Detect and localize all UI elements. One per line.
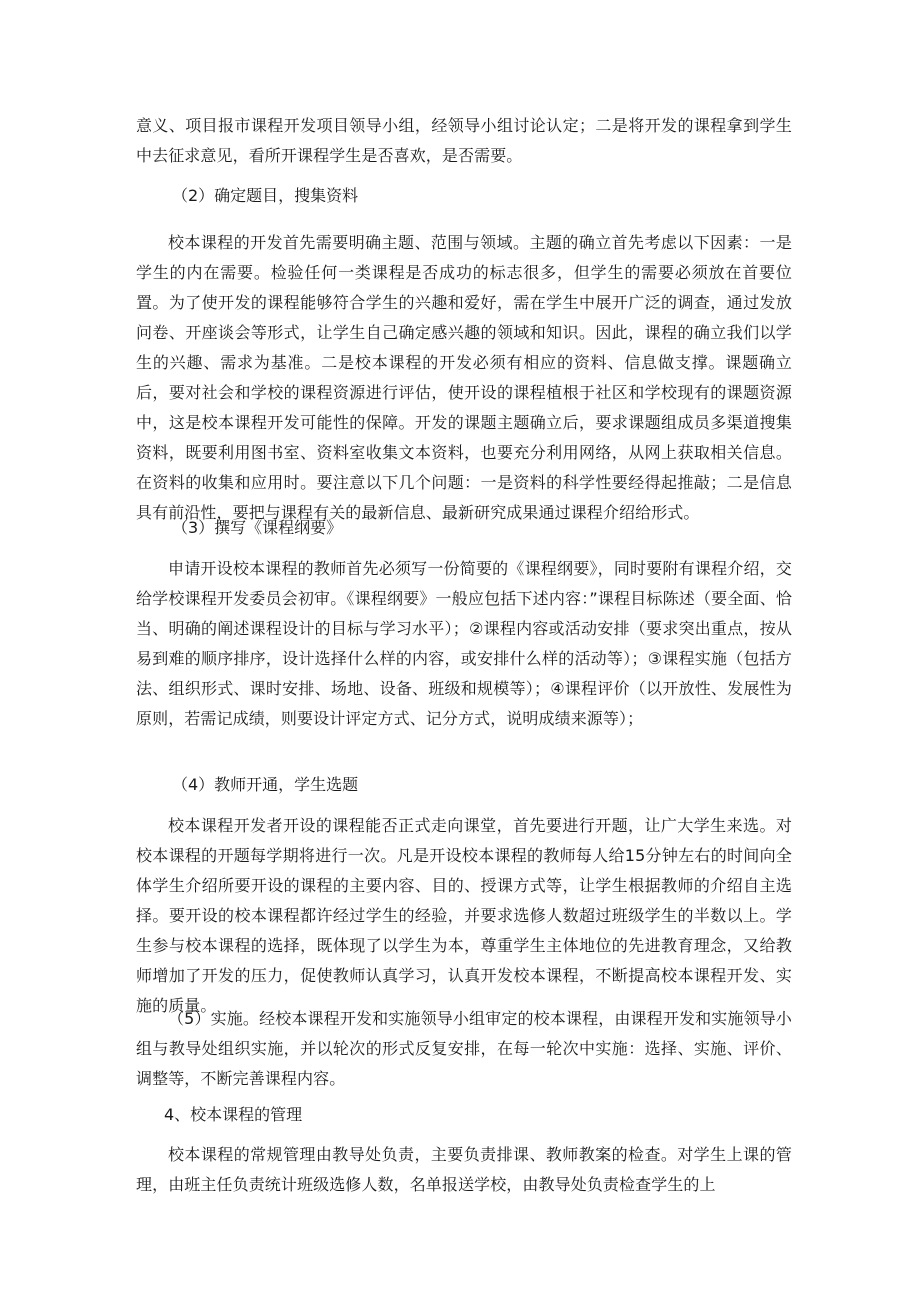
heading-course-outline: （3）撰写《课程纲要》 bbox=[172, 518, 343, 537]
paragraph-course-outline-content: 申请开设校本课程的教师首先必须写一份简要的《课程纲要》，同时要附有课程介绍，交给学校课程开发委员会初审。《课程纲要》一般应包括下述内容：”课程目标陈述（要全面、恰当、明确的阐述课程设计的目标与学习水平）；②课程内容或活动安排（要求突出重点，按从易到难的顺序排序，设计选择什么样的内容，或安排什么样的活动等）；③课程实施（包括方法、组织形式、课时安排、场地、设备、班级和规模等）；④课程评价（以开放性、发展性为原则，若需记成绩，则要设计评定方式、记分方式，说明成绩来源等）； bbox=[136, 559, 792, 728]
paragraph-student-selection: 校本课程开发者开设的课程能否正式走向课堂，首先要进行开题，让广大学生来选。对校本课程的开题每学期将进行一次。凡是开设校本课程的教师每人给15分钟左右的时间向全体学生介绍所要开设的课程的主要内容、目的、授课方式等，让学生根据教师的介绍自主选择。要开设的校本课程都许经过学生的经验，并要求选修人数超过班级学生的半数以上。学生参与校本课程的选择，既体现了以学生为本，尊重学生主体地位的先进教育理念，又给教师增加了开发的压力，促使教师认真学习，认真开发校本课程，不断提高校本课程开发、实施的质量。 bbox=[136, 816, 792, 1015]
paragraph-implementation: （5）实施。经校本课程开发和实施领导小组审定的校本课程，由课程开发和实施领导小组与教导处组织实施，并以轮次的形式反复安排，在每一轮次中实施：选择、实施、评价、调整等，不断完善课程内容。 bbox=[136, 1009, 792, 1088]
heading-course-management: 4、校本课程的管理 bbox=[164, 1105, 303, 1124]
heading-choose-topic: （2）确定题目，搜集资料 bbox=[172, 186, 359, 205]
paragraph-course-proposal-review: 意义、项目报市课程开发项目领导小组，经领导小组讨论认定；二是将开发的课程拿到学生中去征求意见，看所开课程学生是否喜欢，是否需要。 bbox=[136, 116, 792, 165]
heading-teacher-opening: （4）教师开通，学生选题 bbox=[172, 775, 359, 794]
paragraph-routine-management: 校本课程的常规管理由教导处负责，主要负责排课、教师教案的检查。对学生上课的管理，由班主任负责统计班级选修人数，名单报送学校，由教导处负责检查学生的上 bbox=[136, 1145, 792, 1194]
paragraph-topic-and-materials: 校本课程的开发首先需要明确主题、范围与领域。主题的确立首先考虑以下因素：一是学生的内在需要。检验任何一类课程是否成功的标志很多，但学生的需要必须放在首要位置。为了使开发的课程能够符合学生的兴趣和爱好，需在学生中展开广泛的调查，通过发放问卷、开座谈会等形式，让学生自己确定感兴趣的领域和知识。因此，课程的确立我们以学生的兴趣、需求为基准。二是校本课程的开发必须有相应的资料、信息做支撑。课题确立后，要对社会和学校的课程资源进行评估，使开设的课程植根于社区和学校现有的课题资源中，这是校本课程开发可能性的保障。开发的课题主题确立后，要求课题组成员多渠道搜集资料，既要利用图书室、资料室收集文本资料，也要充分利用网络，从网上获取相关信息。在资料的收集和应用时。要注意以下几个问题：一是资料的科学性要经得起推敲；二是信息具有前沿性，要把与课程有关的最新信息、最新研究成果通过课程介绍给形式。 bbox=[136, 233, 792, 522]
